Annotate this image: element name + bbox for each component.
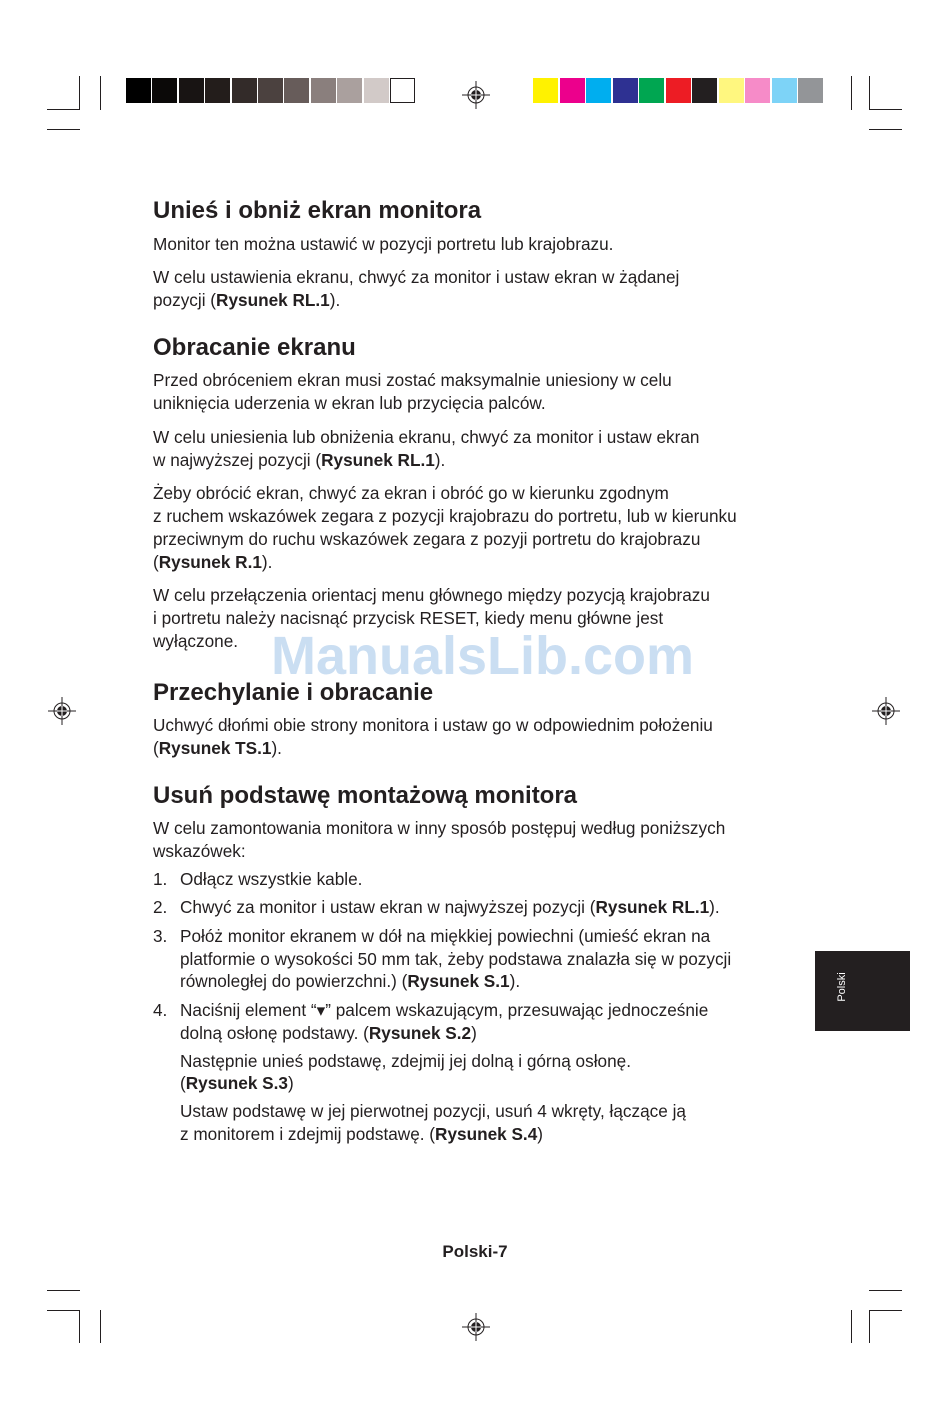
section-heading: Usuń podstawę montażową monitora (153, 782, 578, 809)
text-segment: Uchwyć dłońmi obie strony monitora i ustaw go w odpowiednim położeniu (153, 715, 713, 735)
gray-swatch (258, 78, 283, 103)
text-segment: ( (180, 1073, 186, 1093)
text-line (153, 482, 669, 504)
gray-swatch (337, 78, 362, 103)
color-swatch (745, 78, 770, 103)
text-line (153, 233, 613, 255)
color-swatch (719, 78, 744, 103)
text-segment: W celu zamontowania monitora w inny sposób postępuj według poniższych (153, 818, 726, 838)
crop-mark (869, 1310, 870, 1343)
gray-swatch (126, 78, 151, 103)
crop-mark (869, 76, 870, 110)
text-line (153, 505, 737, 527)
text-line (153, 737, 282, 759)
gray-swatch (364, 78, 389, 103)
text-line (180, 999, 708, 1021)
text-line (180, 868, 362, 890)
text-segment: Odłącz wszystkie kable. (180, 869, 363, 889)
text-line (153, 426, 699, 448)
text-segment: Żeby obrócić ekran, chwyć za ekran i obróć go w kierunku zgodnym (153, 483, 669, 503)
text-line (153, 551, 272, 573)
text-segment: ). (329, 290, 341, 310)
text-segment: ( (153, 552, 159, 572)
text-segment: pozycji ( (153, 290, 217, 310)
text-segment: Przed obróceniem ekran musi zostać maksymalnie uniesiony w celu (153, 370, 672, 390)
text-segment: z monitorem i zdejmij podstawę. ( (180, 1124, 436, 1144)
color-swatch (533, 78, 558, 103)
text-line (153, 584, 710, 606)
text-line (180, 970, 520, 992)
text-segment: ). (509, 971, 521, 991)
text-segment: ). (434, 450, 446, 470)
registration-mark-icon (872, 697, 900, 725)
figure-reference: Rysunek TS.1 (158, 738, 272, 758)
registration-mark-icon (48, 697, 76, 725)
list-number: 4. (153, 1000, 168, 1020)
text-line (180, 1123, 543, 1145)
text-line (153, 528, 700, 550)
text-line (180, 1072, 294, 1094)
side-tab-label: Polski (836, 972, 848, 1002)
gray-swatch (311, 78, 336, 103)
figure-reference: Rysunek R.1 (158, 552, 262, 572)
text-segment: wyłączone. (153, 631, 239, 651)
text-line (153, 266, 679, 288)
figure-reference: Rysunek RL.1 (595, 897, 710, 917)
text-segment: Ustaw podstawę w jej pierwotnej pozycji, usuń 4 wkręty, łączące ją (180, 1101, 686, 1121)
text-line (180, 1050, 631, 1072)
text-line (153, 817, 725, 839)
text-line (153, 289, 340, 311)
figure-reference: Rysunek S.1 (407, 971, 510, 991)
text-segment: wskazówek: (153, 841, 246, 861)
figure-reference: Rysunek RL.1 (216, 290, 330, 310)
text-line (153, 714, 713, 736)
text-segment: w najwyższej pozycji ( (153, 450, 322, 470)
text-segment: Chwyć za monitor i ustaw ekran w najwyższej pozycji ( (180, 897, 596, 917)
crop-mark (869, 1310, 902, 1311)
figure-reference: Rysunek S.2 (368, 1023, 472, 1043)
color-swatch (560, 78, 585, 103)
gray-swatch (205, 78, 230, 103)
text-line (153, 369, 672, 391)
text-segment: uniknięcia uderzenia w ekran lub przycięcia palców. (153, 393, 546, 413)
section-heading: Unieś i obniż ekran monitora (153, 197, 482, 224)
section-heading: Przechylanie i obracanie (153, 679, 434, 706)
text-line (180, 1022, 477, 1044)
registration-mark-icon (462, 1313, 490, 1341)
crop-mark (869, 1290, 902, 1291)
figure-reference: Rysunek RL.1 (321, 450, 435, 470)
text-segment: przeciwnym do ruchu wskazówek zegara z pozyji portretu do krajobrazu (153, 529, 701, 549)
section-heading: Obracanie ekranu (153, 334, 356, 361)
text-segment: Następnie unieś podstawę, zdejmij jej dolną i górną osłonę. (180, 1051, 631, 1071)
text-segment: Naciśnij element “▾” palcem wskazującym, przesuwając jednocześnie (180, 1000, 709, 1020)
crop-mark (47, 109, 80, 110)
gray-swatch (232, 78, 257, 103)
color-swatch (798, 78, 823, 103)
gray-swatch (152, 78, 177, 103)
color-swatch (772, 78, 797, 103)
page-number: Polski-7 (442, 1242, 508, 1261)
text-line (180, 1100, 686, 1122)
text-segment: Połóż monitor ekranem w dół na miękkiej powiechni (umieść ekran na (180, 926, 711, 946)
text-segment: Monitor ten można ustawić w pozycji portretu lub krajobrazu. (153, 234, 614, 254)
crop-mark (47, 1310, 80, 1311)
text-line (180, 948, 731, 970)
crop-mark (100, 76, 101, 110)
text-segment: ) (471, 1023, 477, 1043)
text-segment: ( (153, 738, 159, 758)
crop-mark (47, 129, 80, 130)
text-line (180, 925, 710, 947)
text-segment: ) (537, 1124, 543, 1144)
color-swatch (613, 78, 638, 103)
gray-swatch (284, 78, 309, 103)
crop-mark (47, 1290, 80, 1291)
crop-mark (851, 76, 852, 110)
text-segment: dolną osłonę podstawy. ( (180, 1023, 369, 1043)
text-segment: W celu ustawienia ekranu, chwyć za monitor i ustaw ekran w żądanej (153, 267, 680, 287)
crop-mark (100, 1310, 101, 1343)
text-segment: ). (709, 897, 720, 917)
color-swatch (666, 78, 691, 103)
text-segment: W celu przełączenia orientacj menu głównego między pozycją krajobrazu (153, 585, 710, 605)
text-line (153, 840, 246, 862)
figure-reference: Rysunek S.3 (185, 1073, 288, 1093)
crop-mark (79, 76, 80, 110)
color-swatch (639, 78, 664, 103)
crop-mark (851, 1310, 852, 1343)
text-segment: ) (287, 1073, 294, 1093)
crop-mark (869, 129, 902, 130)
text-segment: ). (261, 552, 273, 572)
text-line (153, 449, 445, 471)
color-swatch (692, 78, 717, 103)
text-line (180, 896, 720, 918)
color-swatch (586, 78, 611, 103)
gray-swatch (179, 78, 204, 103)
text-segment: i portretu należy nacisnąć przycisk RESET, kiedy menu główne jest (153, 608, 664, 628)
text-segment: ). (271, 738, 282, 758)
crop-mark (79, 1310, 80, 1343)
text-segment: z ruchem wskazówek zegara z pozycji krajobrazu do portretu, lub w kierunku (153, 506, 737, 526)
text-line (153, 392, 546, 414)
list-number: 1. (153, 869, 168, 889)
watermark: ManualsLib.com (270, 626, 695, 686)
text-segment: W celu uniesienia lub obniżenia ekranu, chwyć za monitor i ustaw ekran (153, 427, 700, 447)
registration-mark-icon (462, 81, 490, 109)
figure-reference: Rysunek S.4 (435, 1124, 538, 1144)
crop-mark (869, 109, 902, 110)
gray-swatch (390, 78, 415, 103)
text-segment: równoległej do powierzchni.) ( (180, 971, 408, 991)
list-number: 3. (153, 926, 168, 946)
list-number: 2. (153, 897, 168, 917)
language-side-tab (815, 951, 910, 1031)
text-segment: platformie o wysokości 50 mm tak, żeby podstawa znalazła się w pozycji (180, 949, 732, 969)
